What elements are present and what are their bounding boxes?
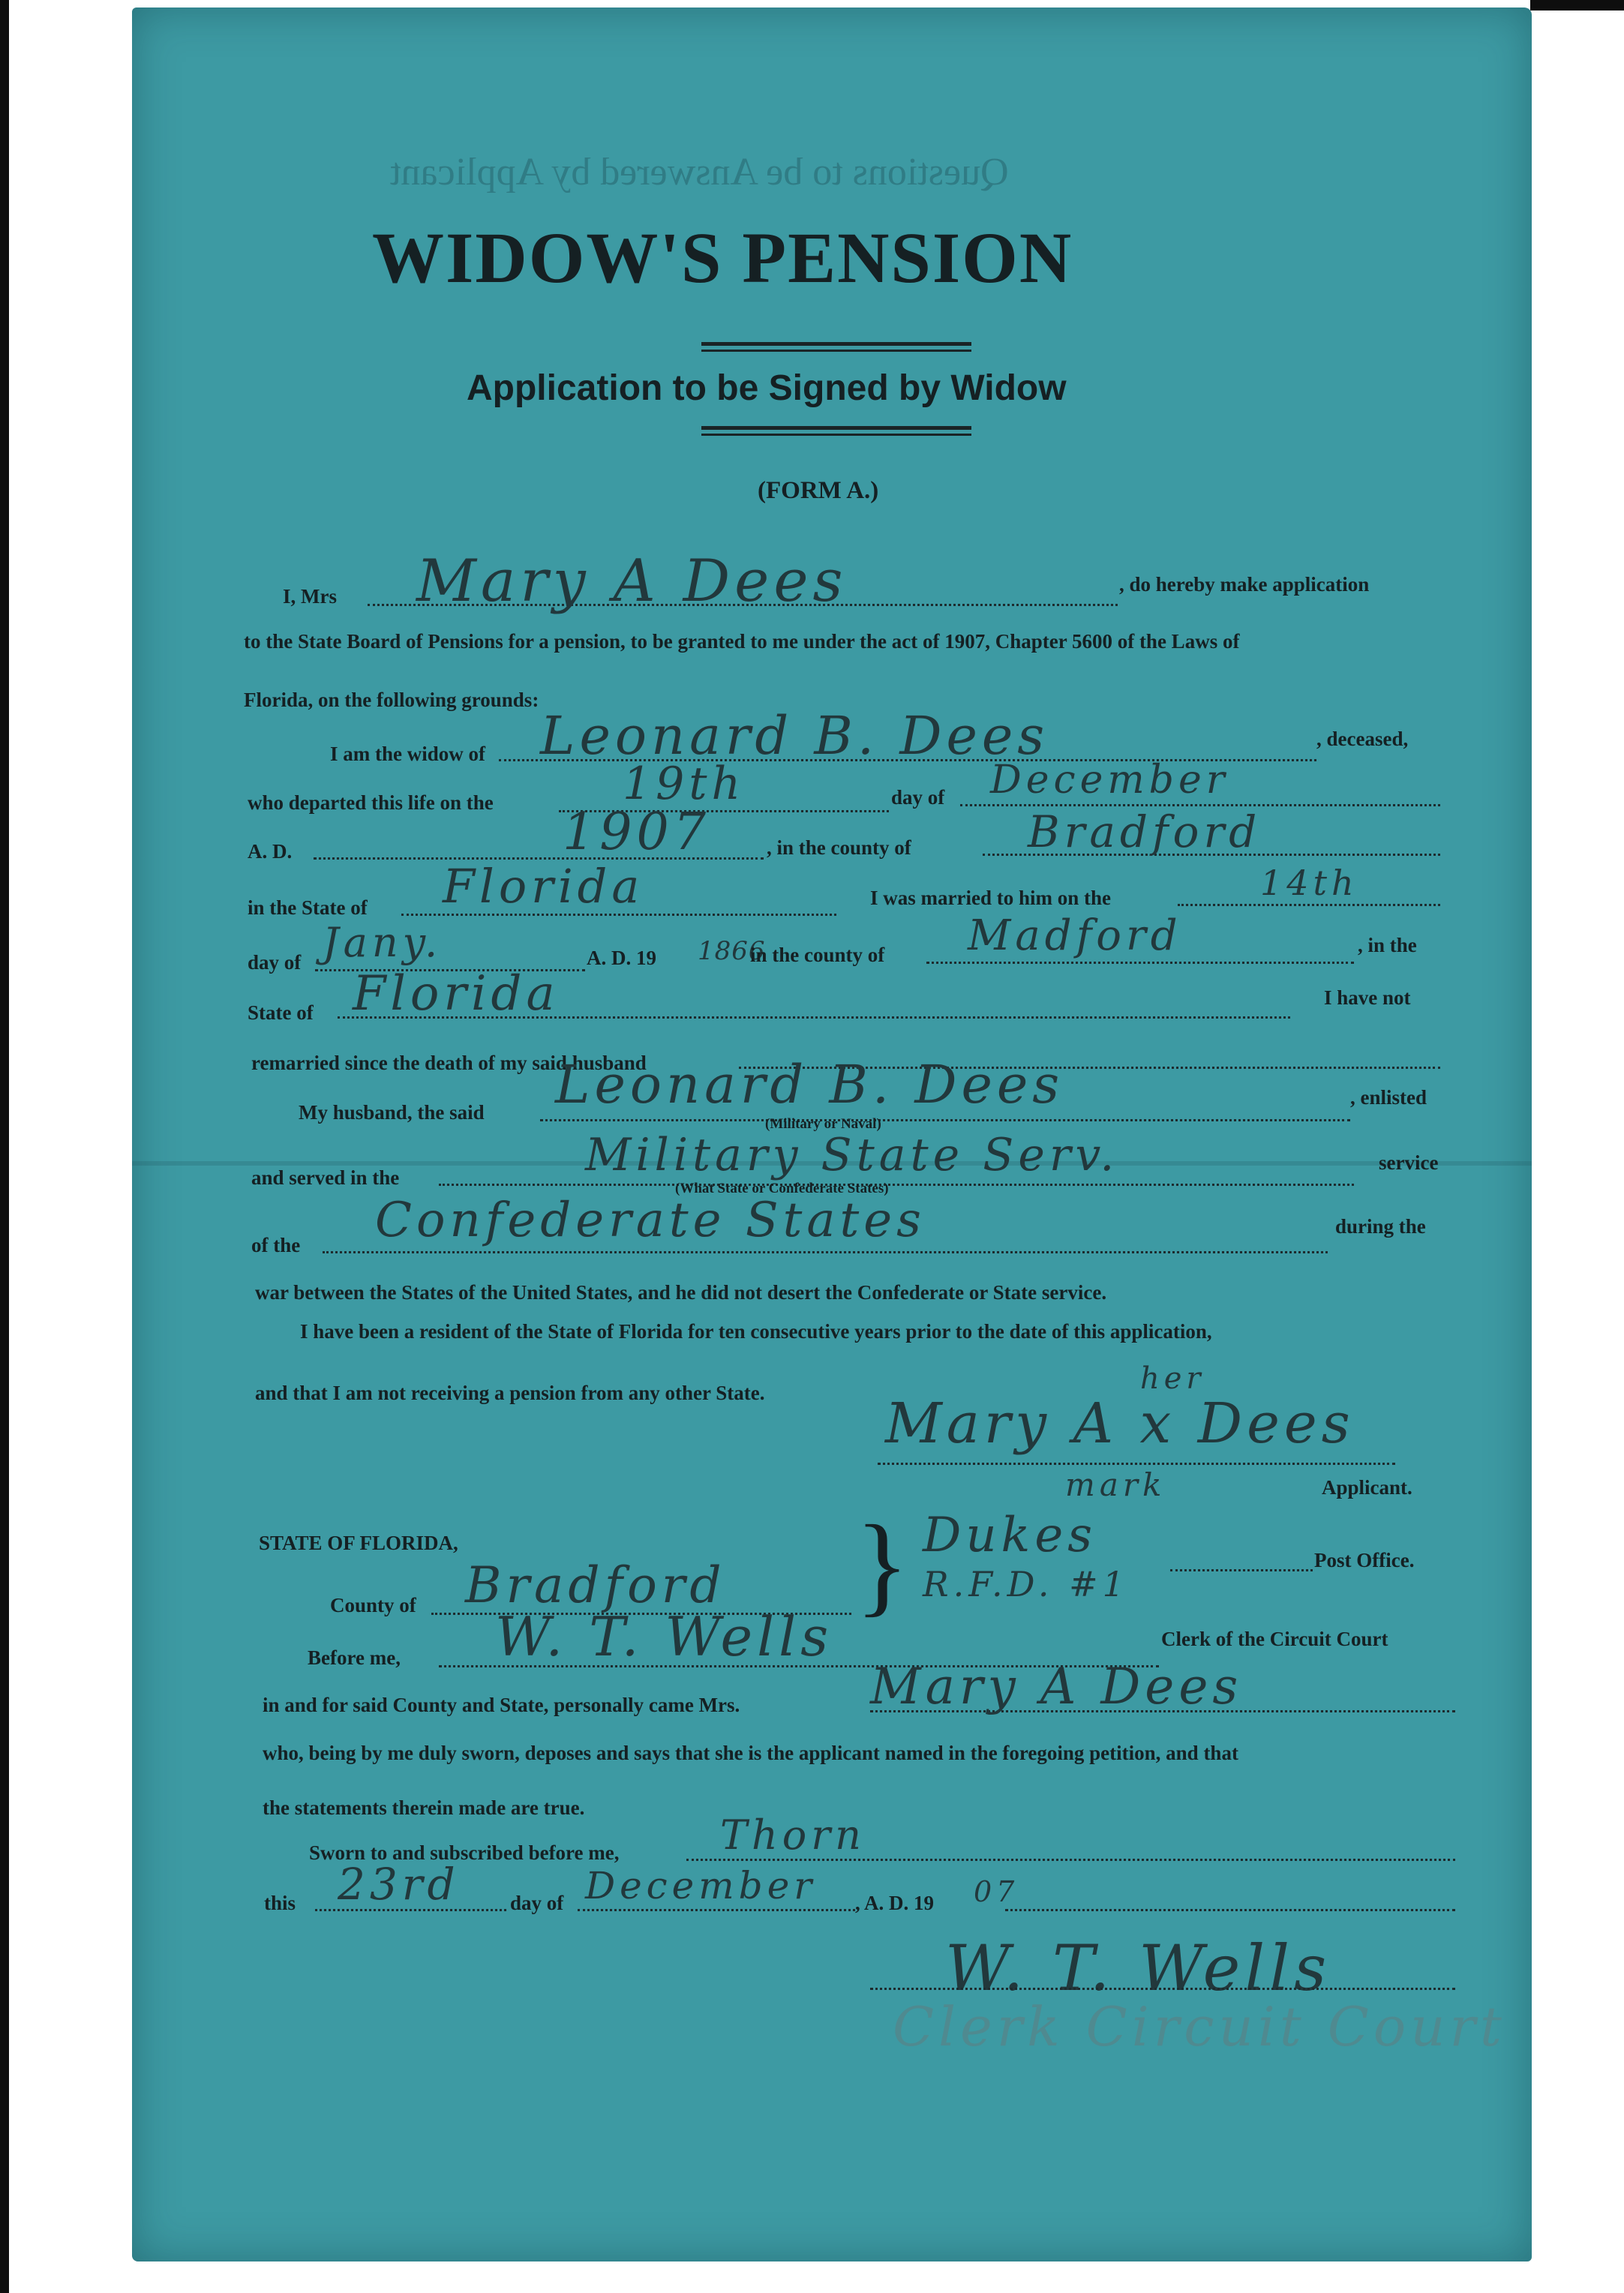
fill-line-sworn-by bbox=[686, 1859, 1455, 1861]
brace: } bbox=[855, 1502, 909, 1627]
label-sworn-before: Sworn to and subscribed before me, bbox=[309, 1841, 620, 1864]
label-state-of-florida: STATE OF FLORIDA, bbox=[259, 1532, 458, 1554]
label-served-in: and served in the bbox=[251, 1166, 400, 1189]
label-of-the: of the bbox=[251, 1234, 301, 1256]
label-county-of-aff: County of bbox=[330, 1594, 416, 1616]
text-no-pension-line: and that I am not receiving a pension from any other State. bbox=[255, 1382, 765, 1404]
hw-husband-name-2: Leonard B. Dees bbox=[555, 1054, 1064, 1115]
hw-came-name: Mary A Dees bbox=[870, 1658, 1243, 1715]
label-married-on: I was married to him on the bbox=[870, 887, 1111, 909]
hw-death-year: 1907 bbox=[563, 803, 711, 862]
label-what-state: (What State or Confederate States) bbox=[675, 1181, 889, 1196]
text-line-3: Florida, on the following grounds: bbox=[244, 689, 539, 711]
hw-husband-name: Leonard B. Dees bbox=[540, 705, 1049, 767]
title-rule-top-2 bbox=[701, 350, 971, 352]
label-this: this bbox=[264, 1892, 296, 1914]
label-state-of: in the State of bbox=[248, 896, 368, 919]
hw-service-of: Confederate States bbox=[375, 1193, 926, 1248]
hw-sworn-month: December bbox=[585, 1864, 817, 1907]
hw-clerk-signature: W. T. Wells bbox=[945, 1931, 1331, 2005]
label-enlisted: , enlisted bbox=[1350, 1086, 1427, 1109]
label-i-mrs: I, Mrs bbox=[283, 585, 337, 608]
form-label: (FORM A.) bbox=[758, 477, 879, 504]
hw-service-branch: Military State Serv. bbox=[585, 1129, 1119, 1181]
hw-applicant-name: Mary A Dees bbox=[416, 548, 848, 615]
fill-line-clerk-signature bbox=[870, 1988, 1455, 1990]
bleed-through-text: Questions to be Answered by Applicant bbox=[390, 151, 1009, 194]
label-county-of: , in the county of bbox=[767, 836, 911, 859]
label-have-not: I have not bbox=[1324, 986, 1411, 1009]
fill-line-service-branch bbox=[439, 1184, 1354, 1186]
title-rule-top-1 bbox=[701, 342, 971, 346]
hw-death-county: Bradford bbox=[1028, 806, 1262, 857]
label-deceased: , deceased, bbox=[1316, 728, 1409, 750]
fill-line-husband-2 bbox=[540, 1119, 1350, 1121]
label-ad-19-aff: , A. D. 19 bbox=[855, 1892, 935, 1914]
text-sworn-line: who, being by me duly sworn, deposes and says that she is the applicant named in the foregoing petition, and that bbox=[263, 1742, 1238, 1764]
fill-line-signature bbox=[878, 1463, 1395, 1465]
hw-death-month: December bbox=[990, 758, 1229, 803]
hw-death-day: 19th bbox=[623, 758, 746, 810]
text-line-2: to the State Board of Pensions for a pension, to be granted to me under the act of 1907, Chapter 5600 of the Laws of bbox=[244, 630, 1240, 653]
form-title: WIDOW'S PENSION bbox=[372, 218, 1073, 298]
label-clerk: Clerk of the Circuit Court bbox=[1161, 1628, 1388, 1650]
hw-aff-county: Bradford bbox=[465, 1556, 726, 1614]
fill-line-death-state bbox=[401, 914, 836, 916]
scan-edge-top bbox=[1530, 0, 1624, 11]
label-in-the: , in the bbox=[1358, 934, 1417, 956]
scan-edge-left bbox=[0, 0, 9, 2293]
label-service: service bbox=[1379, 1151, 1439, 1174]
label-day-of-2: day of bbox=[248, 951, 302, 974]
text-resident-line: I have been a resident of the State of Florida for ten consecutive years prior to the date of this application, bbox=[300, 1320, 1212, 1343]
label-day-of-aff: day of bbox=[510, 1892, 564, 1914]
hw-applicant-signature: Mary A x Dees bbox=[885, 1391, 1355, 1456]
title-rule-bottom-1 bbox=[701, 426, 971, 430]
text-war-line: war between the States of the United States, and he did not desert the Confederate or State service. bbox=[255, 1281, 1107, 1304]
form-subtitle: Application to be Signed by Widow bbox=[467, 368, 1067, 408]
fill-line-marriage-day bbox=[1178, 904, 1440, 906]
hw-sworn-by: Thorn bbox=[720, 1811, 866, 1859]
label-during-the: during the bbox=[1335, 1215, 1426, 1238]
fill-line-service-of bbox=[323, 1251, 1328, 1253]
label-military-or-naval: (Military or Naval) bbox=[765, 1116, 881, 1132]
fill-line-marriage-county bbox=[926, 962, 1354, 964]
hw-signature-mark: mark bbox=[1065, 1466, 1166, 1503]
hw-death-state: Florida bbox=[443, 859, 644, 914]
hw-marriage-county: Madford bbox=[968, 911, 1182, 960]
label-ad-19: A. D. 19 bbox=[587, 947, 656, 969]
hw-marriage-state: Florida bbox=[353, 966, 560, 1022]
label-state-of-2: State of bbox=[248, 1001, 314, 1024]
fill-line-sworn-month bbox=[578, 1909, 855, 1911]
hw-post-office: Dukes bbox=[923, 1508, 1097, 1563]
label-day-of: day of bbox=[891, 786, 945, 809]
hw-clerk-name: W. T. Wells bbox=[495, 1605, 833, 1668]
label-came-mrs: in and for said County and State, personally came Mrs. bbox=[263, 1694, 740, 1716]
hw-marriage-year: 1866 bbox=[698, 936, 766, 966]
label-widow-of: I am the widow of bbox=[330, 743, 485, 765]
hw-signature-her: her bbox=[1140, 1361, 1205, 1396]
fill-line-post-office bbox=[1170, 1569, 1313, 1571]
label-ad: A. D. bbox=[248, 840, 293, 863]
title-rule-bottom-2 bbox=[701, 434, 971, 436]
label-husband-said: My husband, the said bbox=[299, 1101, 485, 1124]
hw-sworn-day: 23rd bbox=[338, 1859, 460, 1910]
hw-rfd: R.F.D. #1 bbox=[923, 1564, 1129, 1604]
hw-sworn-year: 07 bbox=[974, 1875, 1019, 1908]
label-departed: who departed this life on the bbox=[248, 791, 494, 814]
hw-clerk-title: Clerk Circuit Court bbox=[893, 1995, 1506, 2058]
hw-marriage-month: Jany. bbox=[323, 919, 443, 966]
label-make-application: , do hereby make application bbox=[1119, 573, 1370, 596]
label-applicant: Applicant. bbox=[1322, 1476, 1412, 1499]
hw-marriage-day: 14th bbox=[1260, 863, 1358, 903]
fill-line-sworn-year bbox=[1005, 1909, 1455, 1911]
label-before-me: Before me, bbox=[308, 1646, 401, 1669]
text-true-line: the statements therein made are true. bbox=[263, 1796, 585, 1819]
label-remarried: remarried since the death of my said husband bbox=[251, 1052, 647, 1074]
label-post-office: Post Office. bbox=[1314, 1549, 1415, 1571]
label-in-county-of: in the county of bbox=[750, 944, 885, 966]
